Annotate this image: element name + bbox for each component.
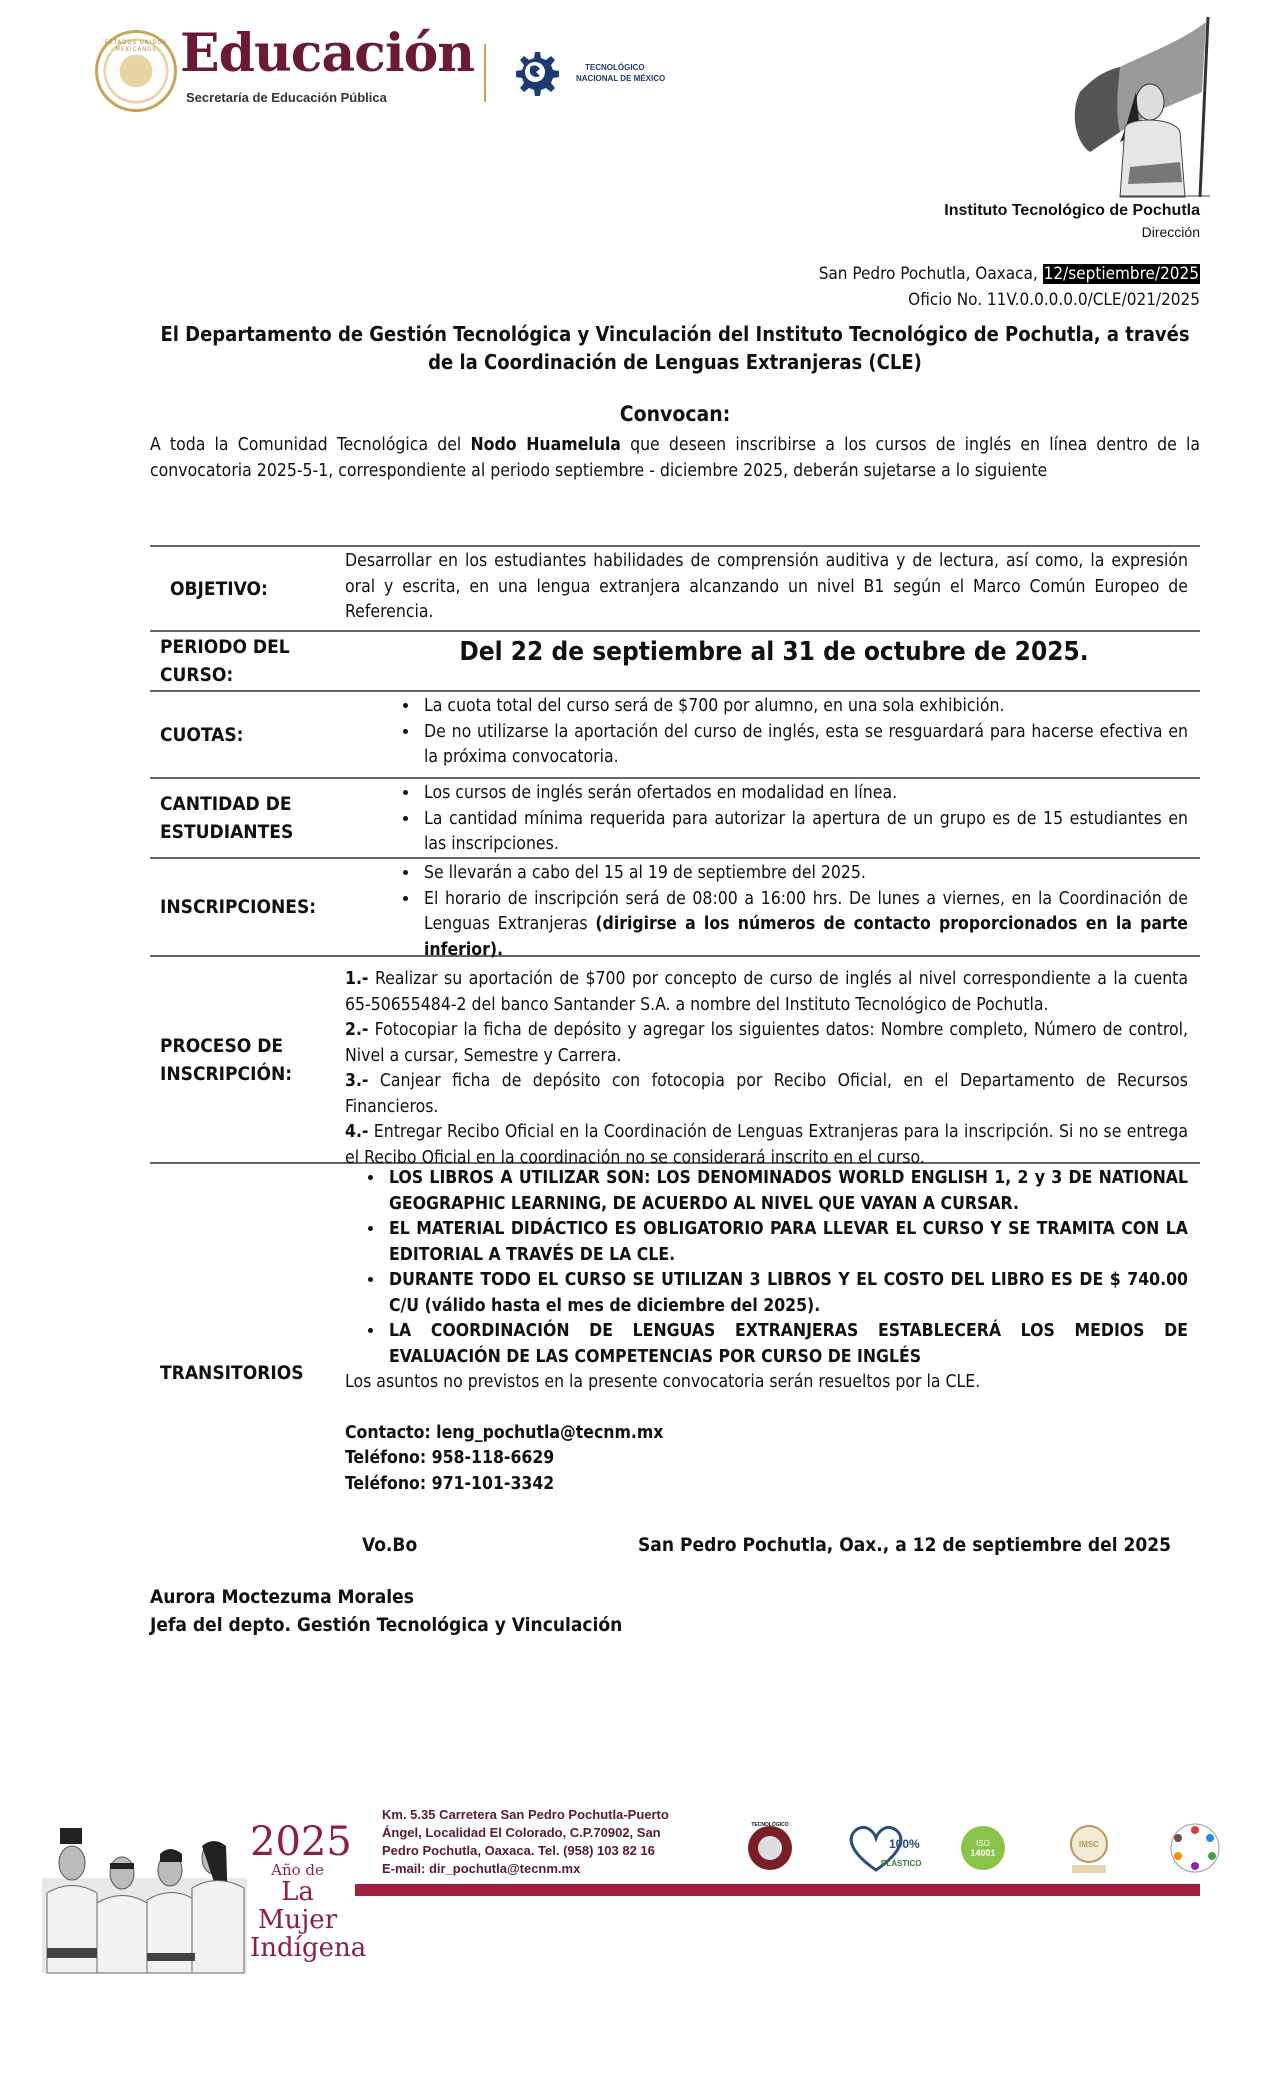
oficio-number: Oficio No. 11V.0.0.0.0.0/CLE/021/2025 [908,290,1200,310]
svg-text:ISO: ISO [975,1839,990,1848]
value-transitorios [345,1164,1200,1507]
plastic-free-logo [841,1818,922,1878]
seal-text: ESTADOS UNIDOS MEXICANOS [104,39,168,53]
step-text: Entregar Recibo Oficial en la Coordinación de Lenguas Extranjeras para la inscripción. Si no se entrega el Recibo Oficial en la coordinación no se considerará inscrito en el curso. [345,1122,1188,1168]
brand-subtitle: Secretaría de Educación Pública [186,90,387,105]
value-cantidad [345,779,1200,857]
iso-14001-logo [948,1818,1018,1878]
year-badge [250,1819,367,1963]
cuotas-item: • De no utilizarse la aportación del curso de inglés, esta se resguardará para hacerse efectiva en la próxima convocatoria. [420,720,1188,771]
label-proceso: PROCESO DE INSCRIPCIÓN: [160,1034,293,1085]
step-number: 1.- [345,969,369,989]
label-cuotas: CUOTAS: [160,723,244,746]
svg-text:100%: 100% [889,1837,920,1851]
inscripciones-item2-text: El horario de inscripción será de 08:00 a 16:00 hrs. De lunes a viernes, en la Coordinación de Lenguas Extranjeras [424,888,1188,934]
cuotas-item: • La cuota total del curso será de $700 por alumno, en una sola exhibición. [420,694,1188,720]
label-objetivo: OBJETIVO: [170,577,268,600]
step-number: 3.- [345,1071,369,1091]
transitorios-item: • LA COORDINACIÓN DE LENGUAS EXTRANJERAS ESTABLECERÁ LOS MEDIOS DE EVALUACIÓN DE LAS COMPETENCIAS POR CURSO DE INGLÉS [385,1319,1188,1370]
footer-address [382,1806,669,1878]
indigenous-women-illustration [42,1818,247,1973]
transitorios-note: Los asuntos no previstos en la presente convocatoria serán resueltos por la CLE. [345,1372,981,1392]
address-line: Pedro Pochutla, Oaxaca. Tel. (958) 103 82 16 [382,1843,655,1858]
row-proceso [150,955,1200,1168]
svg-text:IMSC: IMSC [1078,1840,1099,1849]
itp-gear-logo [735,1818,805,1878]
signatory-name: Aurora Moctezuma Morales [150,1586,414,1608]
quality-seal-logo [1054,1818,1124,1878]
office-name: Dirección [1141,224,1200,240]
intro-text-1: A toda la Comunidad Tecnológica del [150,435,471,455]
signatory [150,1583,622,1639]
inscripciones-item: • Se llevarán a cabo del 15 al 19 de septiembre del 2025. [420,861,1188,887]
place-date [819,264,1200,284]
certification-logos [735,1818,1230,1878]
step-text: Realizar su aportación de $700 por concepto de curso de inglés al nivel correspondiente a la cuenta 65-50655484-2 del banco Santander S.A. a nombre del Instituto Tecnológico de Pochutla. [345,969,1188,1015]
value-periodo: Del 22 de septiembre al 31 de octubre de 2025. [459,637,1089,667]
svg-text:14001: 14001 [969,1848,996,1858]
address-line: Ángel, Localidad El Colorado, C.P.70902, San [382,1825,661,1840]
intro-text-2: que deseen inscribirse a los cursos de inglés en línea dentro de la convocatoria 2025-5-1, correspondiente al periodo septiembre - diciembre 2025, deberán sujetarse a lo siguiente [150,435,1201,481]
year-line2: Indígena [250,1933,367,1963]
flag-woman-illustration [1060,12,1215,197]
highlighted-date: 12/septiembre/2025 [1043,264,1199,284]
intro-paragraph [150,432,1200,484]
place-prefix: San Pedro Pochutla, Oaxaca, [818,264,1043,284]
intro-node-name: Nodo Huamelula [470,435,621,455]
step-text: Canjear ficha de depósito con fotocopia por Recibo Oficial, en el Departamento de Recursos Financieros. [345,1071,1188,1117]
convocatoria-table [150,545,1200,1507]
step-number: 2.- [345,1020,369,1040]
svg-text:TECNOLÓGICO: TECNOLÓGICO [751,1822,789,1828]
row-objetivo [150,545,1200,630]
value-cuotas [345,692,1200,777]
brand-title: Educación [180,23,475,84]
vobo-label: Vo.Bo [362,1534,418,1556]
contact-phone-1: Teléfono: 958-118-6629 [345,1448,555,1468]
inscripciones-item2-bold: (dirigirse a los números de contacto proporcionados en la parte inferior). [424,914,1188,960]
signatory-position: Jefa del depto. Gestión Tecnológica y Vinculación [150,1614,623,1636]
address-line: Km. 5.35 Carretera San Pedro Pochutla-Puerto [382,1807,669,1822]
signature-place-date: San Pedro Pochutla, Oax., a 12 de septiembre del 2025 [638,1534,1172,1556]
footer-bar [355,1884,1200,1896]
row-periodo [150,630,1200,690]
row-cantidad [150,777,1200,857]
proceso-step [345,1069,1188,1120]
row-transitorios [150,1162,1200,1507]
row-cuotas [150,690,1200,777]
transitorios-item: • LOS LIBROS A UTILIZAR SON: LOS DENOMINADOS WORLD ENGLISH 1, 2 y 3 DE NATIONAL GEOGRAPHIC LEARNING, DE ACUERDO AL NIVEL QUE VAYAN A CURSAR. [385,1166,1188,1217]
transitorios-item: • DURANTE TODO EL CURSO SE UTILIZAN 3 LIBROS Y EL COSTO DEL LIBRO ES DE $ 740.00 C/U (válido hasta el mes de diciembre del 2025). [385,1268,1188,1319]
cantidad-item: • Los cursos de inglés serán ofertados en modalidad en línea. [420,781,1188,807]
value-proceso [345,957,1200,1168]
proceso-step [345,1018,1188,1069]
department-heading: El Departamento de Gestión Tecnológica y Vinculación del Instituto Tecnológico de Pochutla, a través de la Coordinación de Lenguas Extranjeras (CLE) [160,322,1190,374]
labor-equality-logo [1160,1818,1230,1878]
step-number: 4.- [345,1122,369,1142]
tecnm-line1: TECNOLÓGICO [585,63,645,72]
tecnm-text [576,62,665,84]
institute-name: Instituto Tecnológico de Pochutla [944,202,1200,219]
step-text: Fotocopiar la ficha de depósito y agregar los siguientes datos: Nombre completo, Número de control, Nivel a cursar, Semestre y Carrera. [345,1020,1188,1066]
value-inscripciones [345,859,1200,960]
address-email: E-mail: dir_pochutla@tecnm.mx [382,1861,581,1876]
mexico-seal-logo [95,30,177,112]
contact-email: Contacto: leng_pochutla@tecnm.mx [345,1422,664,1443]
year-number: 2025 [250,1819,352,1865]
logo-divider [484,44,486,102]
tecnm-line2: NACIONAL DE MÉXICO [576,74,666,83]
inscripciones-item [420,887,1188,964]
proceso-step [345,967,1188,1018]
svg-text:PLÁSTICO: PLÁSTICO [881,1859,922,1868]
cantidad-item: • La cantidad mínima requerida para autorizar la apertura de un grupo es de 15 estudiantes en las inscripciones. [420,807,1188,858]
value-objetivo: Desarrollar en los estudiantes habilidades de comprensión auditiva y de lectura, así como, la expresión oral y escrita, en una lengua extranjera alcanzando un nivel B1 según el Marco Común Europeo de Referencia. [345,551,1188,622]
tecnm-gear-logo [510,42,560,102]
contact-phone-2: Teléfono: 971-101-3342 [345,1473,555,1494]
transitorios-item: • EL MATERIAL DIDÁCTICO ES OBLIGATORIO PARA LLEVAR EL CURSO Y SE TRAMITA CON LA EDITORIAL A TRAVÉS DE LA CLE. [385,1217,1188,1268]
year-line1: La Mujer [257,1877,338,1935]
label-transitorios: TRANSITORIOS [160,1362,304,1384]
row-inscripciones [150,857,1200,960]
year-sub: Año de [271,1861,324,1879]
label-periodo: PERIODO DEL CURSO: [160,636,290,686]
convocan-heading: Convocan: [619,402,731,426]
label-cantidad: CANTIDAD DE ESTUDIANTES [160,793,294,843]
label-inscripciones: INSCRIPCIONES: [160,896,317,918]
